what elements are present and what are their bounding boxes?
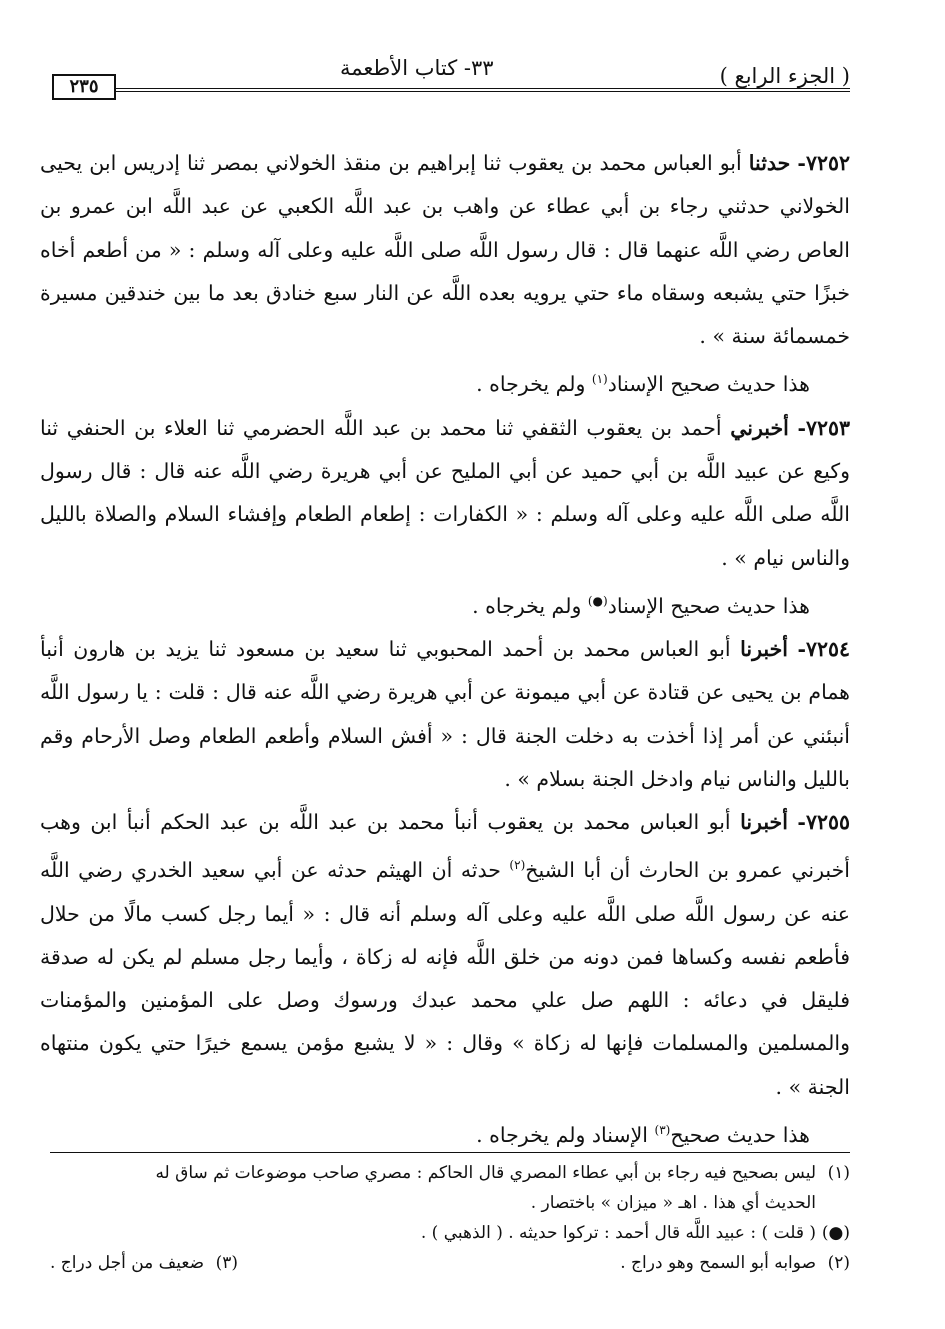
hadith-verb: أخبرني — [730, 415, 789, 440]
hadith-number: ٧٢٥٤- — [797, 636, 850, 661]
verdict-text: هذا حديث صحيح الإسناد — [607, 372, 810, 397]
main-text — [40, 142, 850, 1157]
footnote-text: ( قلت ) : عبيد اللَّه قال أحمد : تركوا حديثه . ( الذهبي ) . — [420, 1223, 816, 1243]
verdict-text-end: ولم يخرجاه . — [476, 372, 586, 397]
chapter-title: ٣٣- كتاب الأطعمة — [340, 56, 494, 80]
hadith-number: ٧٢٥٥- — [797, 810, 850, 835]
hadith-text: أحمد بن يعقوب الثقفي ثنا محمد بن عبد اللَّه الحضرمي ثنا العلاء بن الحنفي ثنا وكيع عن عبيد اللَّه بن أبي حميد عن أبي المليح عن أبي هريرة رضي اللَّه عنه قال : قال رسول اللَّه صلى اللَّه عليه وعلى آله وسلم : « الكفارات : إطعام الطعام وإفشاء السلام والصلاة بالليل والناس نيام » . — [40, 415, 850, 570]
footnote-text: ليس بصحيح فيه رجاء بن أبي عطاء المصري قال الحاكم : مصري صاحب موضوعات ثم ساق له — [155, 1163, 816, 1183]
hadith-number: ٧٢٥٣- — [797, 415, 850, 440]
footnote-mark: (١) — [827, 1163, 850, 1183]
verdict-text: هذا حديث صحيح الإسناد — [607, 593, 810, 618]
hadith-7253 — [40, 407, 850, 580]
hadith-verdict — [40, 1109, 850, 1157]
footnote-mark: (٢) — [827, 1253, 850, 1273]
verdict-text-end: ولم يخرجاه . — [472, 593, 582, 618]
volume-title: ( الجزء الرابع ) — [719, 64, 850, 88]
hadith-verb: أخبرنا — [740, 810, 788, 835]
hadith-text: أبو العباس محمد بن يعقوب ثنا إبراهيم بن منقذ الخولاني بمصر ثنا إدريس ابن يحيى الخولاني حدثني رجاء بن أبي عطاء عن واهب بن عبد اللَّه الكعبي عن عبد اللَّه ابن عمرو بن العاص رضي اللَّه عنهما قال : قال رسول اللَّه صلى اللَّه عليه وعلى آله وسلم : « من أطعم أخاه خبزًا حتي يشبعه وسقاه ماء حتي يرويه بعده اللَّه عن النار سبع خنادق بعد ما بين خندقين مسيرة خمسمائة سنة » . — [40, 151, 850, 349]
hadith-verdict — [40, 358, 850, 406]
hadith-text: أبو العباس محمد بن يعقوب أنبأ محمد بن عبد اللَّه بن عبد الحكم أنبأ ابن وهب أخبرني عمرو بن الحارث أن أبا الشيخ — [40, 810, 850, 883]
book-page — [40, 50, 850, 1273]
hadith-text-cont: حدثه أن الهيثم حدثه عن أبي سعيد الخدري رضي اللَّه عنه عن رسول اللَّه صلى اللَّه عليه وعلى آله وسلم أنه قال : « أيما رجل كسب مالًا من حلال فأطعم نفسه وكساها فمن دونه من خلق اللَّه فإنه له زكاة ، وأيما رجل مسلم لم يكن له صدقة فليقل في دعائه : اللهم صل علي محمد عبدك ورسوك وصل على المؤمنين والمؤمنات والمسلمين والمسلمات فإنها له زكاة » وقال : « لا يشبع مؤمن يسمع خيرًا حتي يكون منتهاه الجنة » . — [40, 858, 850, 1099]
page-number: ٢٣٥ — [52, 74, 116, 100]
footnote-text: ضعيف من أجل دراج . — [50, 1253, 205, 1273]
footnote-row — [40, 1248, 850, 1278]
footnote-1 — [40, 1158, 850, 1188]
hadith-7252 — [40, 142, 850, 358]
footnote-divider — [50, 1152, 850, 1153]
footnote-text: صوابه أبو السمح وهو دراج . — [620, 1253, 816, 1273]
hadith-text: أبو العباس محمد بن أحمد المحبوبي ثنا سعيد بن مسعود ثنا يزيد بن هارون أنبأ همام بن يحيى عن قتادة عن أبي ميمونة عن أبي هريرة رضي اللَّه عنه قال : قلت : يا رسول اللَّه أنبئني عن أمر إذا أخذت به دخلت الجنة قال : « أفش السلام وأطعم الطعام وصل الأرحام وقم بالليل والناس نيام وادخل الجنة بسلام » . — [40, 636, 850, 791]
footnote-ref: (١) — [591, 372, 608, 387]
footnote-mark: (٣) — [215, 1253, 239, 1273]
footnotes — [40, 1158, 850, 1278]
hadith-verdict — [40, 580, 850, 628]
footnote-2 — [620, 1248, 850, 1278]
page-header — [40, 50, 850, 98]
footnote-mark: (●) — [821, 1223, 850, 1243]
verdict-text: هذا حديث صحيح — [670, 1122, 810, 1147]
hadith-verb: أخبرنا — [740, 636, 788, 661]
hadith-number: ٧٢٥٢- — [797, 151, 850, 175]
footnote-bullet — [40, 1218, 850, 1248]
header-rule — [116, 88, 850, 92]
verdict-text-end: الإسناد ولم يخرجاه . — [476, 1122, 648, 1147]
footnote-1-continued: الحديث أي هذا . اهـ « ميزان » باختصار . — [530, 1193, 816, 1213]
hadith-7255 — [40, 801, 850, 1109]
footnote-ref: (٢) — [509, 858, 526, 873]
hadith-7254 — [40, 628, 850, 801]
hadith-verb: حدثنا — [748, 151, 791, 175]
footnote-ref: (٣) — [654, 1123, 671, 1138]
footnote-3 — [40, 1248, 238, 1278]
footnote-ref: (●) — [587, 593, 608, 608]
